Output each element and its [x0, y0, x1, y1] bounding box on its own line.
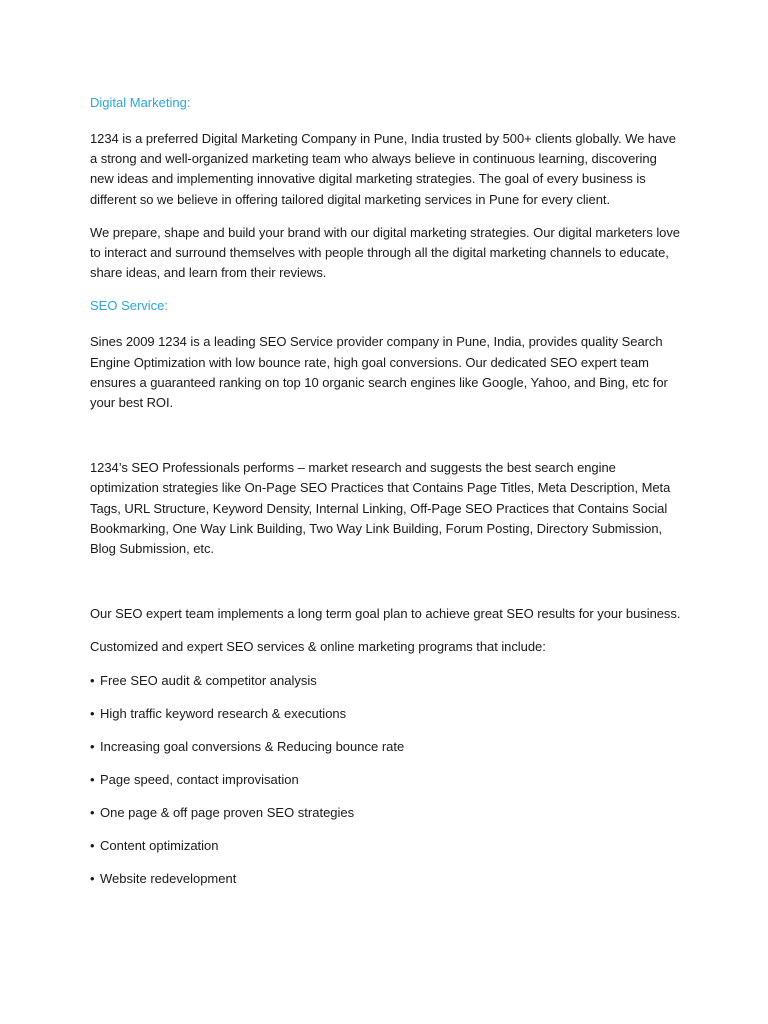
list-item-text: Page speed, contact improvisation	[100, 771, 299, 787]
list-item	[90, 869, 682, 889]
bullet-icon: •	[90, 672, 95, 688]
list-item	[90, 803, 682, 823]
bullet-icon: •	[90, 870, 95, 886]
list-item-text: Website redevelopment	[100, 870, 237, 886]
seo-paragraph-3: Our SEO expert team implements a long term goal plan to achieve great SEO results for your business.	[90, 606, 681, 622]
list-item	[90, 704, 682, 724]
document-page	[90, 93, 682, 902]
bullet-icon: •	[90, 705, 95, 721]
digital-marketing-paragraph-2: We prepare, shape and build your brand with our digital marketing strategies. Our digital marketers love to interact and surround themselves with people through all the digital marketing channels to educate, share ideas, and learn from their reviews.	[90, 224, 680, 281]
list-item-text: Content optimization	[100, 837, 219, 853]
bullet-icon: •	[90, 837, 95, 853]
list-item	[90, 737, 682, 757]
seo-paragraph-2: 1234’s SEO Professionals performs – market research and suggests the best search engine optimization strategies like On-Page SEO Practices that Contains Page Titles, Meta Description, Meta Tags, URL Structure, Keyword Density, Internal Linking, Off-Page SEO Practices that Contains Social Bookmarking, One Way Link Building, Two Way Link Building, Forum Posting, Directory Submission, Blog Submission, etc.	[90, 460, 671, 557]
seo-services-list	[90, 671, 682, 889]
list-item-text: High traffic keyword research & executions	[100, 705, 347, 721]
seo-paragraph-4: Customized and expert SEO services & online marketing programs that include:	[90, 639, 546, 655]
list-item-text: Increasing goal conversions & Reducing bounce rate	[100, 738, 405, 754]
list-item-text: Free SEO audit & competitor analysis	[100, 672, 317, 688]
list-item	[90, 836, 682, 856]
digital-marketing-paragraph-1: 1234 is a preferred Digital Marketing Company in Pune, India trusted by 500+ clients globally. We have a strong and well-organized marketing team who always believe in continuous learning, discovering new ideas and implementing innovative digital marketing strategies. The goal of every business is different so we believe in offering tailored digital marketing services in Pune for every client.	[90, 131, 676, 207]
bullet-icon: •	[90, 804, 95, 820]
list-item	[90, 671, 682, 691]
bullet-icon: •	[90, 771, 95, 787]
digital-marketing-heading: Digital Marketing:	[90, 95, 191, 110]
list-item	[90, 770, 682, 790]
list-item-text: One page & off page proven SEO strategies	[100, 804, 355, 820]
seo-service-heading: SEO Service:	[90, 298, 169, 314]
seo-paragraph-1: Sines 2009 1234 is a leading SEO Service provider company in Pune, India, provides quality Search Engine Optimization with low bounce rate, high goal conversions. Our dedicated SEO expert team ensures a guaranteed ranking on top 10 organic search engines like Google, Yahoo, and Bing, etc for your best ROI.	[90, 334, 668, 411]
bullet-icon: •	[90, 738, 95, 754]
